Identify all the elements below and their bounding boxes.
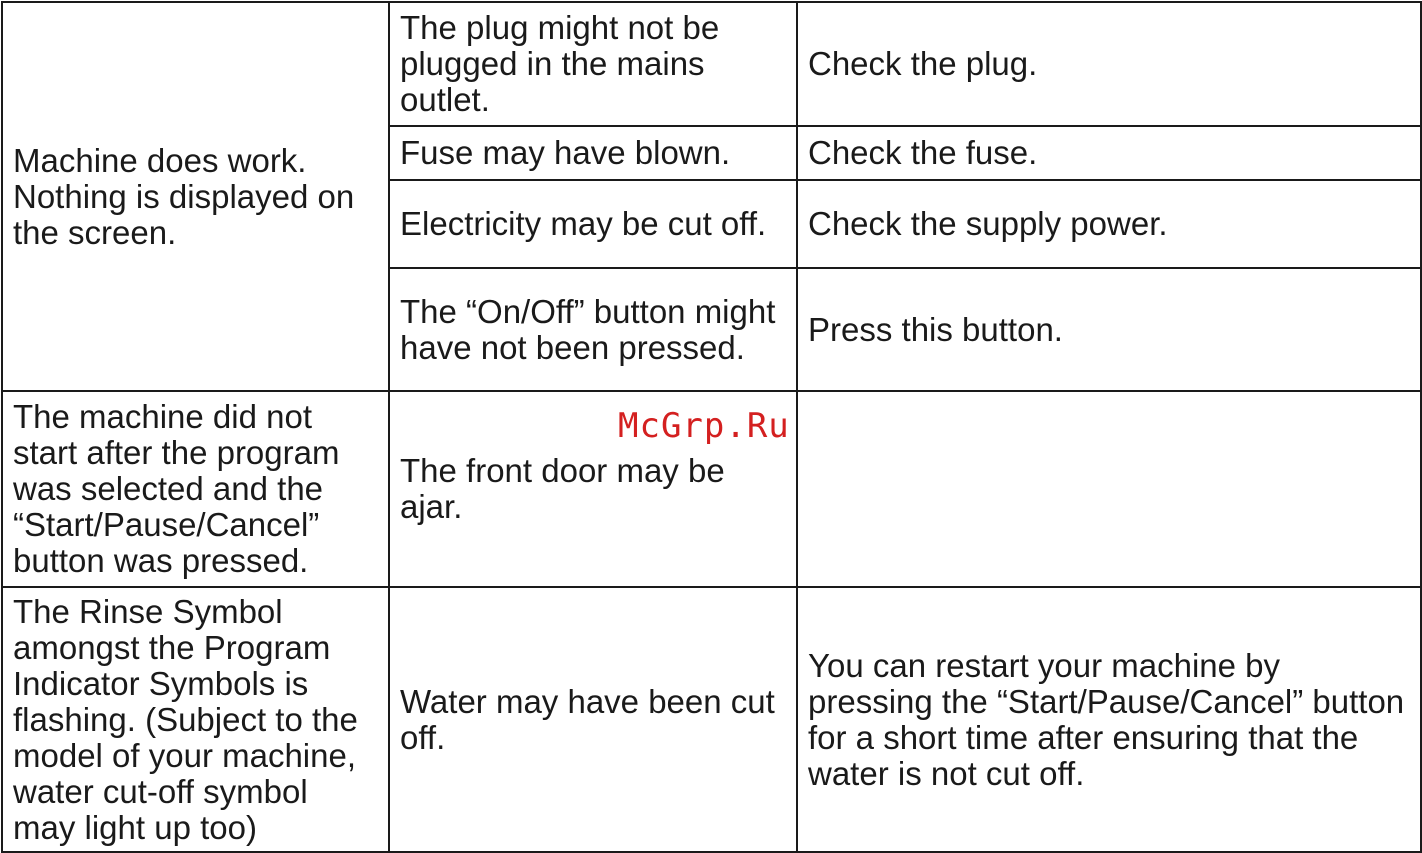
solution-cell: Press this button. (797, 268, 1421, 391)
table-row (2, 587, 1421, 852)
solution-cell: You can restart your machine by pressing the “Start/Pause/Cancel” button for a short time after ensuring that the water is not cut off. (797, 587, 1421, 852)
cause-cell: The plug might not be plugged in the mains outlet. (389, 2, 797, 126)
cause-cell: The front door may be ajar. (389, 391, 797, 587)
cause-cell: Electricity may be cut off. (389, 180, 797, 268)
problem-cell: The machine did not start after the program was selected and the “Start/Pause/Cancel” button was pressed. (2, 391, 389, 587)
solution-cell: Check the fuse. (797, 126, 1421, 180)
solution-cell: Check the plug. (797, 2, 1421, 126)
cause-cell: The “On/Off” button might have not been pressed. (389, 268, 797, 391)
problem-cell: Machine does work. Nothing is displayed on the screen. (2, 2, 389, 391)
table-row (2, 2, 1421, 126)
watermark: McGrp.Ru (618, 406, 790, 446)
cause-cell: Fuse may have blown. (389, 126, 797, 180)
solution-cell (797, 391, 1421, 587)
solution-cell: Check the supply power. (797, 180, 1421, 268)
problem-cell: The Rinse Symbol amongst the Program Indicator Symbols is flashing. (Subject to the model of your machine, water cut-off symbol may light up too) (2, 587, 389, 852)
cause-cell: Water may have been cut off. (389, 587, 797, 852)
